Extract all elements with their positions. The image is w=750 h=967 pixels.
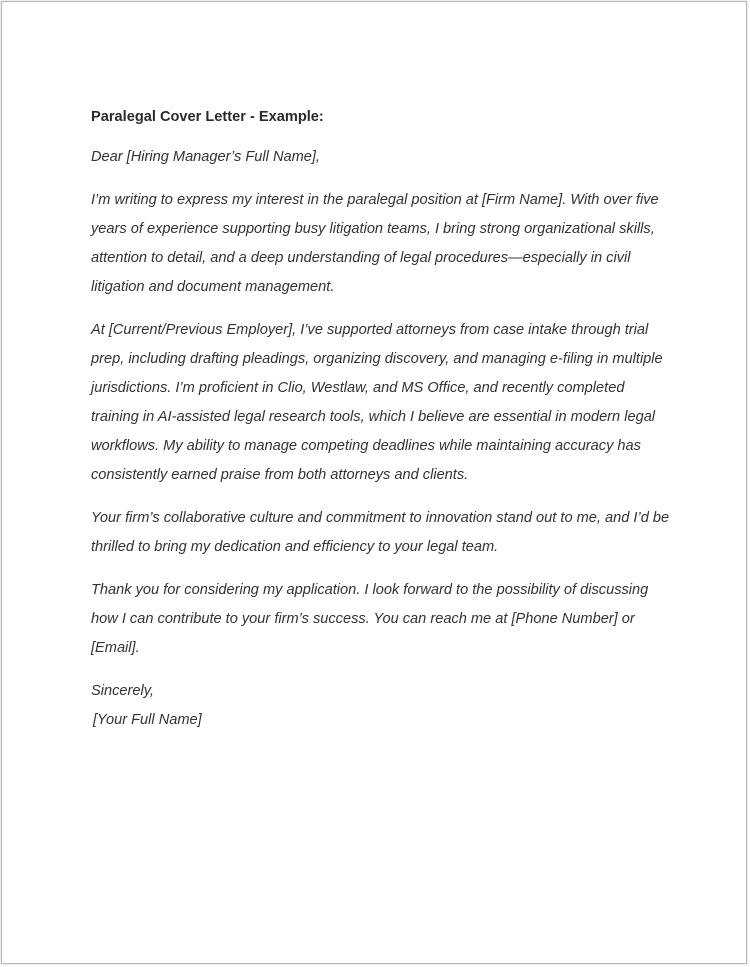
document-page xyxy=(1,1,747,964)
letter-signature: [Your Full Name] xyxy=(93,712,202,728)
letter-greeting: Dear [Hiring Manager’s Full Name], xyxy=(91,149,320,165)
paragraph-culture: Your firm’s collaborative culture and commitment to innovation stand out to me, and I’d be thrilled to bring my dedication and efficiency to your legal team. xyxy=(91,510,670,555)
paragraph-interest: I’m writing to express my interest in the paralegal position at [Firm Name]. With over five years of experience supporting busy litigation teams, I bring strong organizational skills, attention to detail, and a deep understanding of legal procedures—especially in civil litigation and document management. xyxy=(91,192,659,295)
letter-body xyxy=(91,106,671,735)
paragraph-thanks: Thank you for considering my application. I look forward to the possibility of discussing how I can contribute to your firm’s success. You can reach me at [Phone Number] or [Email]. xyxy=(91,582,649,656)
letter-heading: Paralegal Cover Letter - Example: xyxy=(91,109,324,125)
paragraph-experience: At [Current/Previous Employer], I’ve supported attorneys from case intake through trial prep, including drafting pleadings, organizing discovery, and managing e-filing in multiple jurisdictions. I’m proficient in Clio, Westlaw, and MS Office, and recently completed training in AI-assisted legal research tools, which I believe are essential in modern legal workflows. My ability to manage competing deadlines while maintaining accuracy has consistently earned praise from both attorneys and clients. xyxy=(91,322,663,483)
letter-closing: Sincerely, xyxy=(91,683,154,699)
